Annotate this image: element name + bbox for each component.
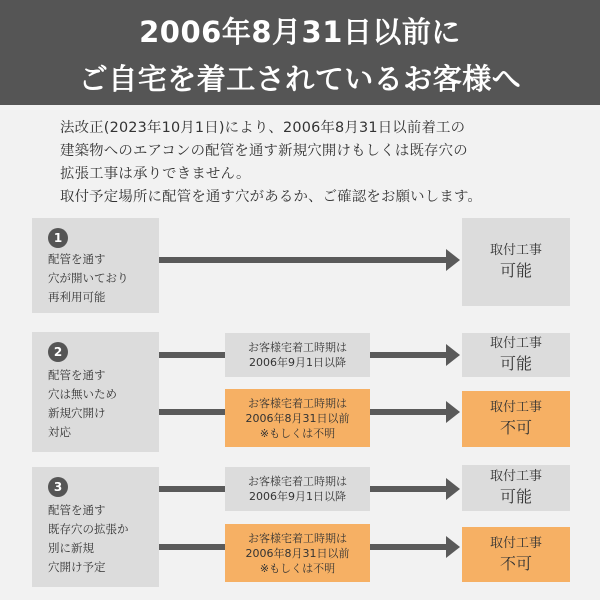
- result-line1: 取付工事: [489, 336, 542, 351]
- case-1-description: [48, 250, 129, 307]
- case-3-condition-before: [225, 524, 370, 582]
- case-3-condition-after: [225, 467, 370, 511]
- arrow-line: [159, 486, 225, 492]
- case-2-box: [32, 332, 159, 452]
- case-1-box: [32, 218, 159, 313]
- arrow-line: [159, 352, 225, 358]
- case-2-line: 穴は無いため: [48, 387, 117, 401]
- header-banner: [0, 0, 600, 105]
- condition-line: 2006年8月31日以前: [245, 411, 350, 425]
- condition-line: お客様宅着工時期は: [248, 531, 347, 545]
- header-title-line1: 2006年8月31日以前に: [139, 15, 461, 49]
- case-1-line: 穴が開いており: [48, 271, 129, 285]
- result-line1: 取付工事: [489, 243, 542, 258]
- case-2-result-impossible: [462, 391, 570, 447]
- case-2-condition-after: [225, 333, 370, 377]
- case-2-number-badge: 2: [48, 342, 68, 362]
- result-line1: 取付工事: [489, 469, 542, 484]
- result-line2: 可能: [499, 261, 532, 280]
- condition-line: 2006年9月1日以降: [249, 356, 346, 369]
- case-3-description: [48, 501, 129, 577]
- condition-line: お客様宅着工時期は: [248, 341, 347, 354]
- arrow-head-icon: [446, 344, 460, 366]
- result-line1: 取付工事: [489, 535, 542, 551]
- case-2-line: 配管を通す: [48, 368, 106, 382]
- case-3-number-badge: 3: [48, 477, 68, 497]
- result-line2: 不可: [499, 553, 532, 573]
- intro-text: [60, 117, 580, 209]
- case-1-line: 配管を通す: [48, 252, 106, 266]
- arrow-line: [370, 544, 446, 550]
- case-3-line: 穴開け予定: [48, 560, 106, 574]
- arrow-line: [370, 486, 446, 492]
- case-2-condition-before: [225, 389, 370, 447]
- header-title-line2: ご自宅を着工されているお客様へ: [78, 62, 522, 96]
- case-1-line: 再利用可能: [48, 290, 106, 304]
- arrow-line: [159, 409, 225, 415]
- case-2-line: 新規穴開け: [48, 406, 106, 420]
- case-3-line: 配管を通す: [48, 503, 106, 517]
- case-1-number-badge: 1: [48, 228, 68, 248]
- arrow-line: [370, 352, 446, 358]
- case-2-description: [48, 366, 117, 442]
- condition-line: お客様宅着工時期は: [248, 396, 347, 410]
- condition-line: 2006年8月31日以前: [245, 546, 350, 560]
- case-3-box: [32, 467, 159, 587]
- condition-line: ※もしくは不明: [259, 426, 336, 440]
- case-1-result: [462, 218, 570, 306]
- result-line2: 可能: [499, 487, 532, 506]
- intro-line: 拡張工事は承りできません。: [60, 166, 251, 182]
- arrow-head-icon: [446, 249, 460, 271]
- condition-line: 2006年9月1日以降: [249, 490, 346, 503]
- case-3-line: 別に新規: [48, 541, 94, 555]
- case-2-result-possible: [462, 333, 570, 377]
- condition-line: ※もしくは不明: [259, 561, 336, 575]
- case-3-line: 既存穴の拡張か: [48, 522, 129, 536]
- condition-line: お客様宅着工時期は: [248, 475, 347, 488]
- case-3-result-impossible: [462, 527, 570, 582]
- arrow-line: [159, 257, 446, 263]
- result-line1: 取付工事: [489, 400, 542, 415]
- intro-line: 建築物へのエアコンの配管を通す新規穴開けもしくは既存穴の: [60, 143, 468, 159]
- arrow-head-icon: [446, 478, 460, 500]
- arrow-line: [370, 409, 446, 415]
- result-line2: 不可: [499, 418, 532, 437]
- result-line2: 可能: [499, 354, 532, 373]
- intro-line: 取付予定場所に配管を通す穴があるか、ご確認をお願いします。: [60, 189, 482, 205]
- arrow-head-icon: [446, 401, 460, 423]
- arrow-head-icon: [446, 536, 460, 558]
- case-3-result-possible: [462, 465, 570, 511]
- arrow-line: [159, 544, 225, 550]
- intro-line: 法改正(2023年10月1日)により、2006年8月31日以前着工の: [60, 120, 466, 136]
- case-2-line: 対応: [48, 425, 71, 439]
